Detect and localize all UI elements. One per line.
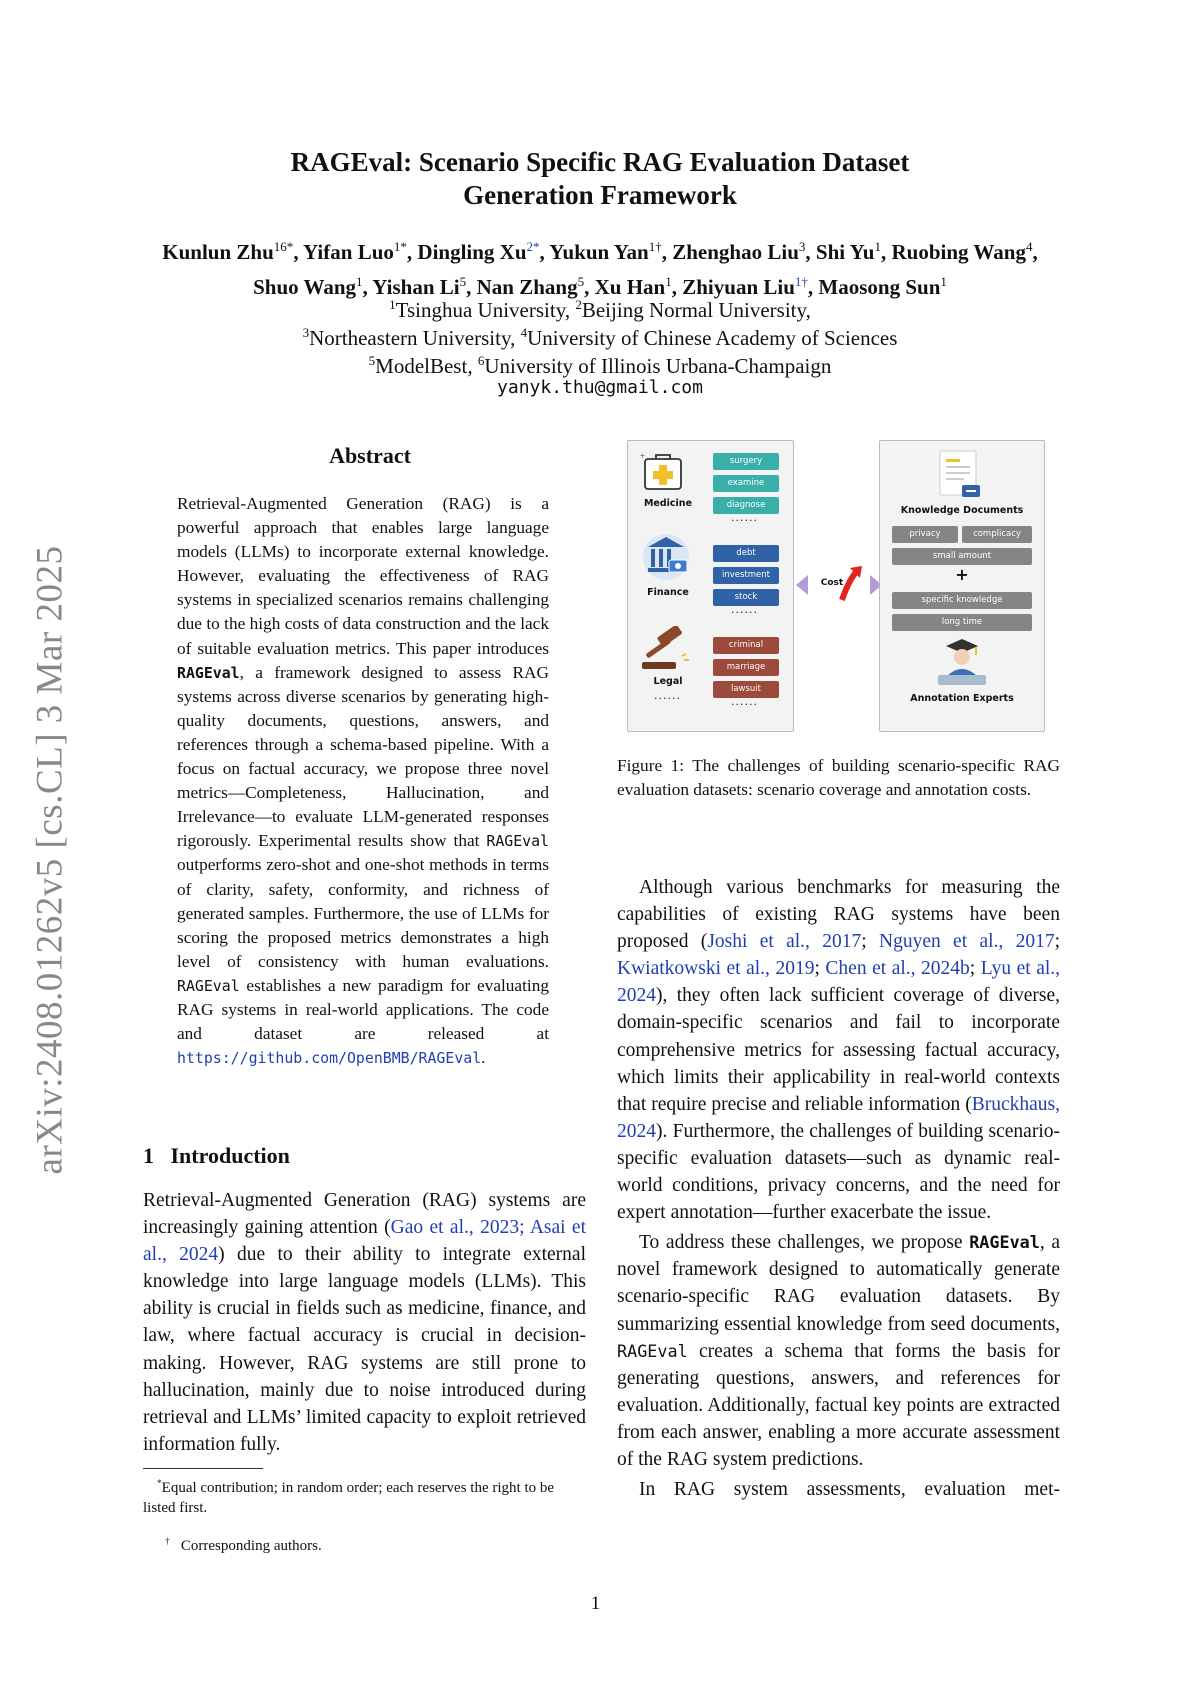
medical-kit-icon	[640, 449, 686, 491]
affil-text: University of Illinois Urbana-Champaign	[484, 354, 832, 378]
author-sup: 1	[940, 274, 947, 289]
framework-name: RAGEval	[969, 1232, 1040, 1253]
affil-sup: 2	[575, 297, 582, 312]
author: Kunlun Zhu	[162, 240, 274, 264]
github-link[interactable]: https://github.com/OpenBMB/RAGEval	[177, 1049, 482, 1068]
arxiv-identifier: arXiv:2408.01262v5 [cs.CL] 3 Mar 2025	[29, 545, 71, 1175]
citation-link[interactable]: Gao et al., 2023; Asai et al., 2024	[143, 1217, 587, 1266]
tag-diagnose: diagnose	[713, 497, 779, 514]
author-sep: ,	[362, 275, 373, 299]
tag-surgery: surgery	[713, 453, 779, 470]
plus-sign: +	[955, 565, 969, 584]
tag-examine: examine	[713, 475, 779, 492]
figure-caption: Figure 1: The challenges of building scenario-specific RAG evaluation datasets: scenario coverage and annotation costs.	[617, 756, 1060, 799]
citation-sep: ;	[814, 958, 826, 980]
tag-long-time: long time	[892, 614, 1032, 631]
author: Xu Han	[594, 275, 666, 299]
right-column-body	[617, 874, 1060, 1503]
citation-link[interactable]: Kwiatkowski et al., 2019	[617, 958, 815, 980]
title-line-1: RAGEval: Scenario Specific RAG Evaluation Dataset	[290, 147, 910, 177]
paragraph-evaluation: In RAG system assessments, evaluation met-	[639, 1479, 1060, 1501]
document-icon	[932, 447, 988, 503]
author: Dingling Xu	[417, 240, 527, 264]
abstract-text: outperforms zero-shot and one-shot methods in terms of clarity, safety, conformity, and richness of generated samples. Furthermore, the use of LLMs for scoring the proposed metrics demonstrates a high level of consistency with human evaluations.	[177, 855, 549, 971]
author-sup: 1†	[648, 239, 662, 254]
body-text: ). Furthermore, the challenges of building scenario-specific evaluation datasets—such as dynamic real-world conditions, privacy concerns, and the need for expert annotation—further exacerbate the issue.	[617, 1120, 1060, 1224]
body-text: creates a schema that forms the basis for generating questions, answers, and references for evaluation. Additionally, factual key points are extracted from each answer, enabling a more accurate assessment of the RAG system predictions.	[617, 1340, 1060, 1470]
abstract-heading: Abstract	[329, 443, 411, 468]
author-sup: 3	[798, 239, 806, 254]
tag-debt: debt	[713, 545, 779, 562]
affil-text: Beijing Normal University,	[581, 298, 811, 322]
author: Yukun Yan	[549, 240, 649, 264]
footnote-mark: †	[165, 1537, 170, 1547]
citation-link[interactable]: Lyu et al., 2024	[617, 958, 1061, 1007]
tag-lawsuit: lawsuit	[713, 681, 779, 698]
author-sep: ,	[881, 240, 892, 264]
affil-text: University of Chinese Academy of Sciences	[527, 326, 898, 350]
intro-paragraph	[143, 1187, 586, 1458]
tag-stock: stock	[713, 589, 779, 606]
framework-name: RAGEval	[617, 1340, 688, 1361]
abstract-text: , a framework designed to assess RAG systems across diverse scenarios by generating high-quality documents, questions, answers, and references through a schema-based pipeline. With a focus on factual accuracy, we propose three novel metrics—Completeness, Hallucination, and Irrelevance—to evaluate LLM-generated responses rigorously. Experimental results show that	[177, 662, 549, 851]
author-sep: ,	[293, 240, 304, 264]
author: Shi Yu	[815, 240, 875, 264]
affil-sup: 5	[368, 353, 376, 368]
affil-text: Northeastern University,	[309, 326, 521, 350]
knowledge-documents-label: Knowledge Documents	[900, 505, 1024, 516]
scenario-panel	[627, 440, 794, 732]
footnote-2	[143, 1532, 586, 1556]
author-sep: ,	[466, 275, 477, 299]
affil-sup: 1	[389, 297, 396, 312]
introduction-body	[143, 1187, 586, 1458]
affil-sup: 4	[520, 325, 528, 340]
citation-link[interactable]: Nguyen et al., 2017	[879, 931, 1055, 953]
author-sup: 1*	[393, 239, 407, 254]
medicine-label: Medicine	[643, 498, 693, 509]
abstract-text: .	[481, 1048, 486, 1068]
legal-dots: ......	[731, 695, 758, 708]
author-sep: ,	[584, 275, 595, 299]
affil-sup: 6	[477, 353, 485, 368]
affil-sup: 3	[302, 325, 310, 340]
arxiv-sidebar	[22, 530, 78, 1190]
paper-title	[200, 146, 1000, 212]
body-text: , a novel framework designed to automatically generate scenario-specific RAG evaluation datasets. By summarizing essential knowledge from seed documents,	[617, 1232, 1061, 1335]
author: Shuo Wang	[253, 275, 357, 299]
tag-marriage: marriage	[713, 659, 779, 676]
author-sep: ,	[1032, 240, 1038, 264]
footnote-rule	[143, 1468, 263, 1469]
figure-1	[627, 440, 1047, 735]
author-sep: ,	[406, 240, 418, 264]
paragraph-benchmarks	[617, 874, 1060, 1226]
body-text: Although various benchmarks for measuring the capabilities of existing RAG systems have been proposed (	[617, 877, 1060, 953]
intro-text: ) due to their ability to integrate external knowledge into large language models (LLMs). This ability is crucial in fields such as medicine, finance, and law, where factual accuracy is crucial in decision-making. However, RAG systems are still prone to hallucination, mainly due to noise introduced during retrieval and LLMs’ limited capacity to exploit retrieved information fully.	[143, 1244, 586, 1455]
author-sep: ,	[805, 240, 816, 264]
author-sup: 5	[577, 274, 585, 289]
citation-sep: ;	[969, 958, 981, 980]
author-sup: 1†	[794, 274, 808, 289]
citation-sep: ;	[861, 931, 879, 953]
svg-text:+: +	[640, 451, 646, 461]
author: Maosong Sun	[818, 275, 941, 299]
legal-label: Legal	[653, 676, 683, 687]
tag-small-amount: small amount	[892, 548, 1032, 565]
footnote-text: Equal contribution; in random order; each reserves the right to be listed first.	[143, 1480, 555, 1516]
author-sep: ,	[807, 275, 819, 299]
author-sep: ,	[671, 275, 683, 299]
author-sup: 1	[356, 274, 363, 289]
tag-complicacy: complicacy	[962, 526, 1032, 543]
framework-name: RAGEval	[177, 663, 240, 682]
citation-sep: ;	[1054, 931, 1061, 953]
annotation-panel	[879, 440, 1045, 732]
author-sup: 5	[459, 274, 467, 289]
page-number: 1	[590, 1593, 601, 1614]
affil-text: ModelBest,	[375, 354, 478, 378]
finance-dots: ......	[731, 603, 758, 616]
title-line-2: Generation Framework	[463, 180, 737, 210]
author-sup: 16*	[273, 239, 294, 254]
body-text: ), they often lack sufficient coverage of diverse, domain-specific scenarios and fail to incorporate comprehensive metrics for assessing factual accuracy, which limits their applicability in real-world contexts that require precise and reliable information (	[617, 985, 1060, 1115]
author: Ruobing Wang	[891, 240, 1026, 264]
footnote-text: Corresponding authors.	[180, 1538, 322, 1554]
tag-investment: investment	[713, 567, 779, 584]
abstract-body	[177, 492, 549, 1070]
abstract-text: Retrieval-Augmented Generation (RAG) is a powerful approach that enables large language models (LLMs) to incorporate external knowledge. However, evaluating the effectiveness of RAG systems in specialized scenarios remains challenging due to the high costs of data construction and the lack of suitable evaluation metrics. This paper introduces	[177, 494, 549, 658]
framework-name: RAGEval	[177, 976, 240, 995]
citation-link[interactable]: Joshi et al., 2017	[707, 931, 862, 953]
legal-left-dots: ......	[654, 689, 681, 702]
section-heading-introduction: 1 Introduction	[143, 1143, 290, 1168]
medicine-dots: ......	[731, 511, 758, 524]
author-sup: 4	[1025, 239, 1033, 254]
footnote-mark: *	[157, 1479, 162, 1489]
paragraph-proposal	[617, 1229, 1060, 1473]
author-sep: ,	[661, 240, 673, 264]
author: Zhiyuan Liu	[682, 275, 795, 299]
contact-email[interactable]: yanyk.thu@gmail.com	[497, 377, 703, 398]
affil-text: Tsinghua University,	[395, 298, 576, 322]
author: Yishan Li	[372, 275, 460, 299]
citation-link[interactable]: Bruckhaus, 2024	[617, 1093, 1060, 1142]
bank-icon	[642, 533, 690, 581]
author-line-1	[60, 232, 1140, 267]
intro-text: Retrieval-Augmented Generation (RAG) systems are increasingly gaining attention (	[143, 1190, 586, 1239]
cost-label: Cost	[820, 578, 844, 588]
tag-criminal: criminal	[713, 637, 779, 654]
expert-icon	[930, 637, 994, 687]
tag-privacy: privacy	[892, 526, 958, 543]
author: Zhenghao Liu	[672, 240, 799, 264]
author-sup: 1	[665, 274, 672, 289]
abstract-text: establishes a new paradigm for evaluating RAG systems in real-world applications. The code and dataset are released at	[177, 975, 549, 1044]
author: Nan Zhang	[476, 275, 578, 299]
footnote-1	[143, 1474, 586, 1518]
framework-name: RAGEval	[486, 832, 549, 851]
body-text: To address these challenges, we propose	[639, 1232, 970, 1254]
citation-link[interactable]: Chen et al., 2024b	[825, 958, 970, 980]
author-sep: ,	[539, 240, 550, 264]
gavel-icon	[638, 626, 694, 672]
author: Yifan Luo	[303, 240, 394, 264]
tag-specific-knowledge: specific knowledge	[892, 592, 1032, 609]
author-sup: 1	[874, 239, 882, 254]
affiliation-line-3	[100, 347, 1100, 380]
annotation-experts-label: Annotation Experts	[910, 693, 1014, 704]
finance-label: Finance	[647, 587, 689, 598]
author-sup: 2*	[526, 239, 540, 254]
